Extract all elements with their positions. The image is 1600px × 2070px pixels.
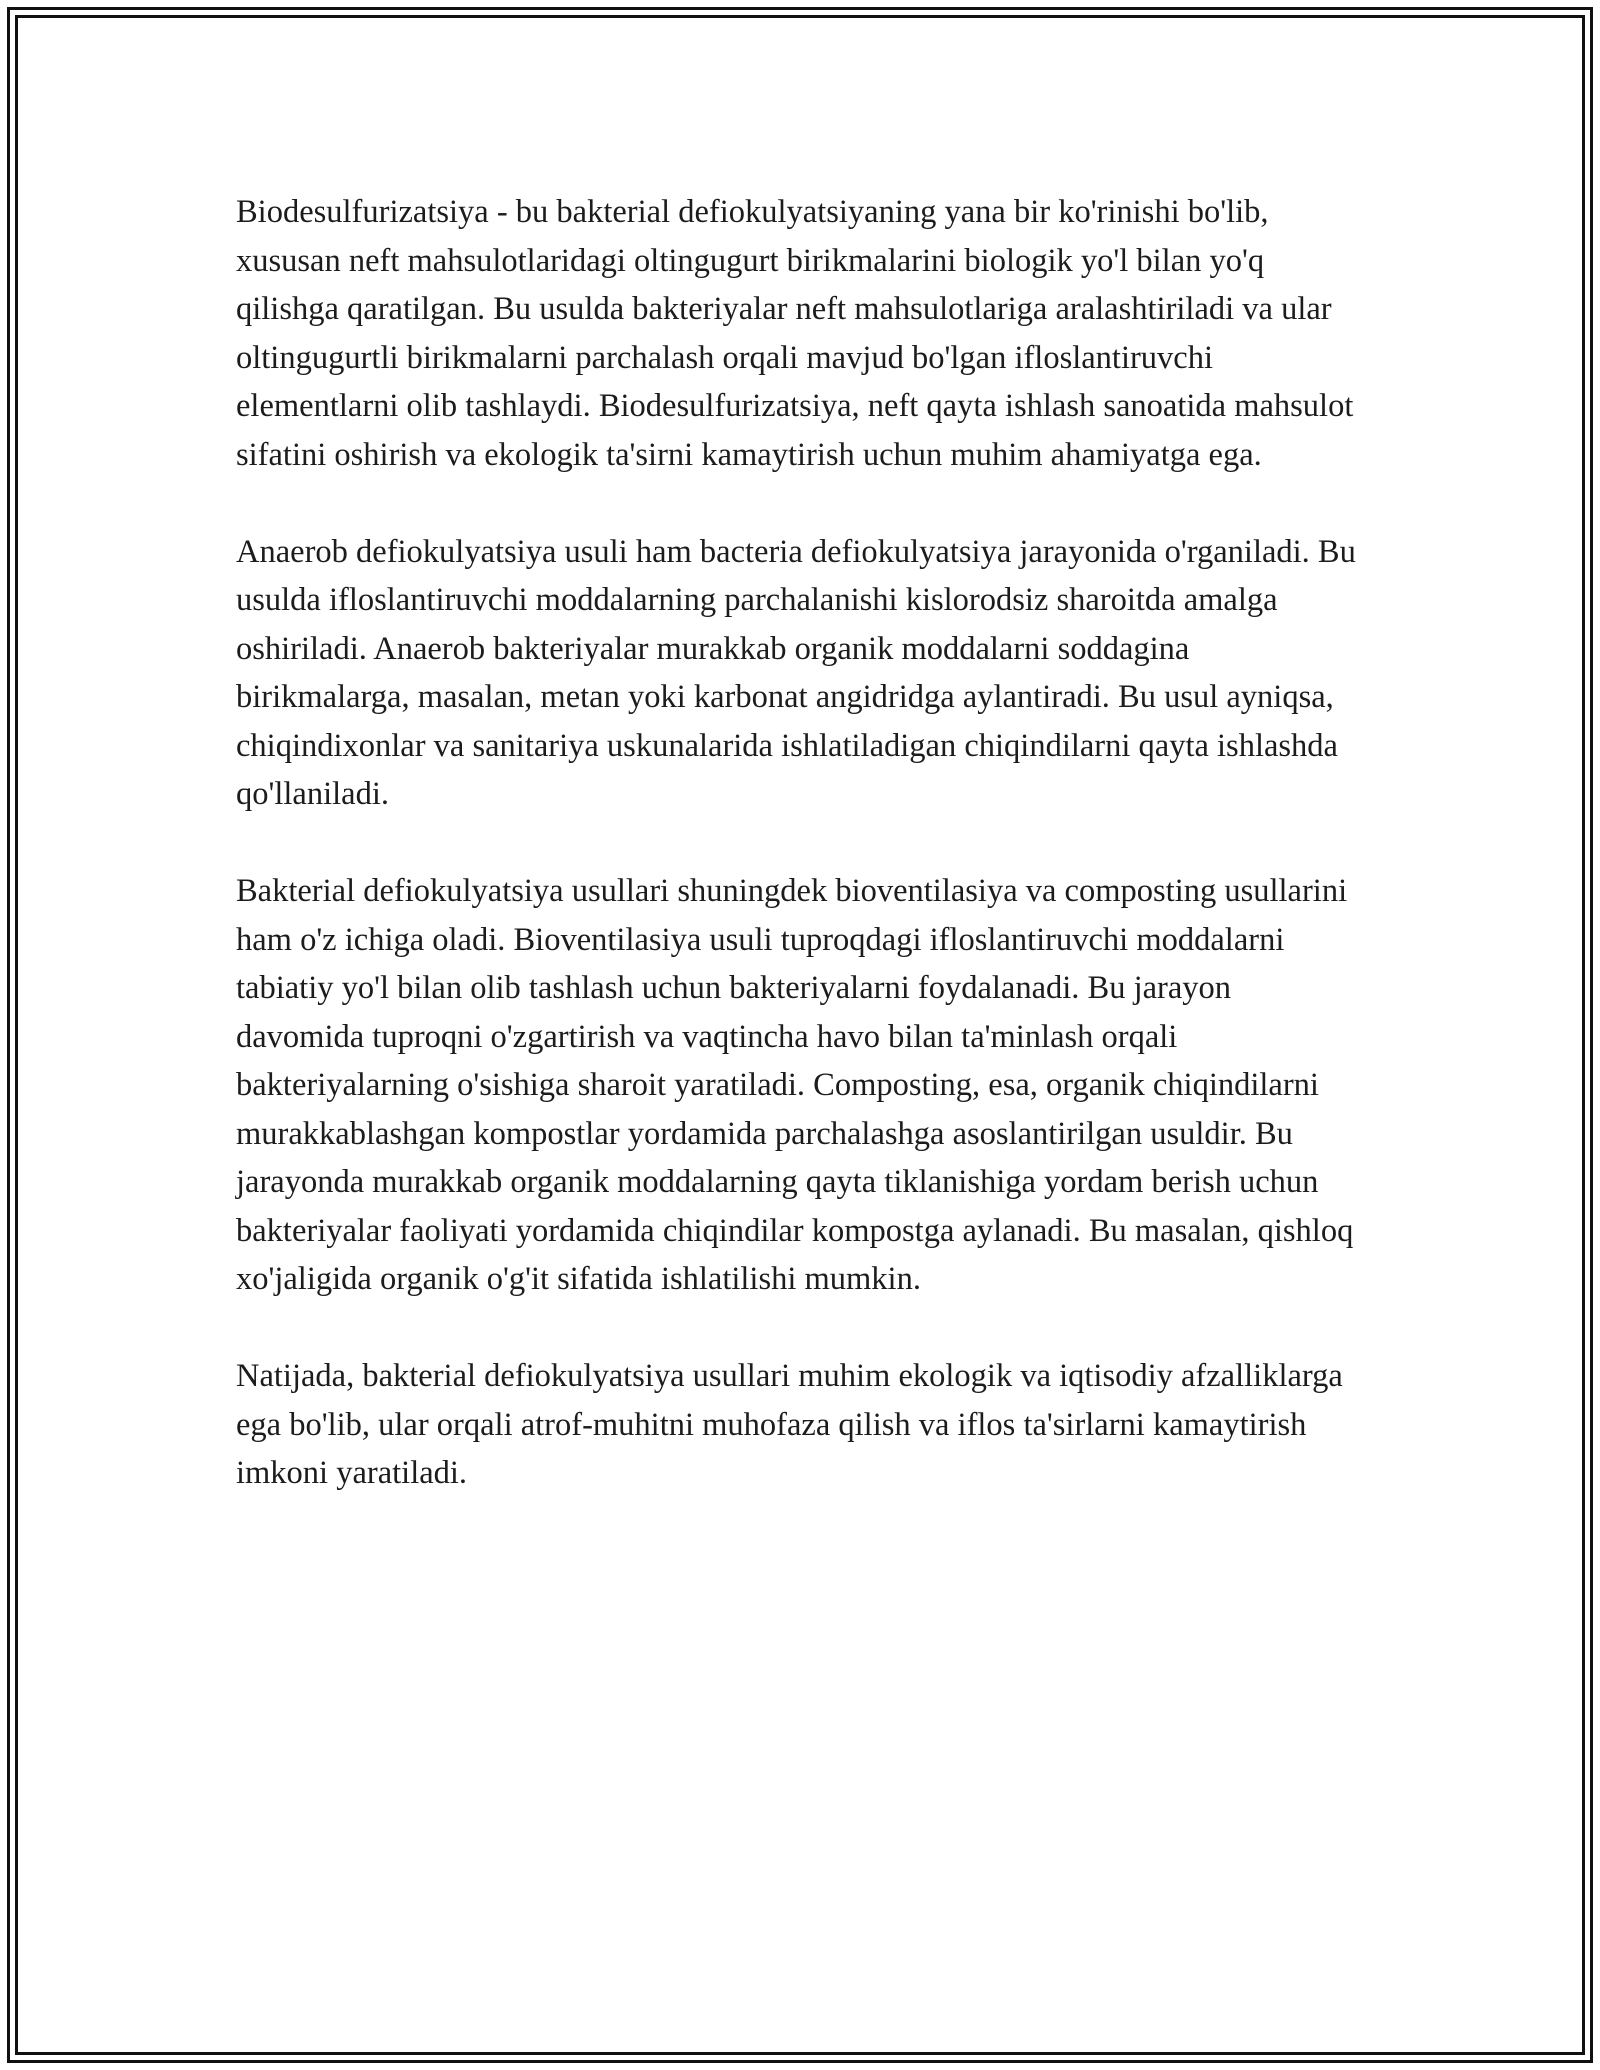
paragraph-bioventilation-composting: Bakterial defiokulyatsiya usullari shuningdek bioventilasiya va composting usullarini ham o'z ichiga oladi. Bioventilasiya usuli tuproqdagi ifloslantiruvchi moddalarni tabiatiy yo'l bilan olib tashlash uchun bakteriyalarni foydalanadi. Bu jarayon davomida tuproqni o'zgartirish va vaqtincha havo bilan ta'minlash orqali bakteriyalarning o'sishiga sharoit yaratiladi. Composting, esa, organik chiqindilarni murakkablashgan kompostlar yordamida parchalashga asoslantirilgan usuldir. Bu jarayonda murakkab organik moddalarning qayta tiklanishiga yordam berish uchun bakteriyalar faoliyati yordamida chiqindilar kompostga aylanadi. Bu masalan, qishloq xo'jaligida organik o'g'it sifatida ishlatilishi mumkin. [236,873,1354,1297]
paragraph-biodesulfurization: Biodesulfurizatsiya - bu bakterial defiokulyatsiyaning yana bir ko'rinishi bo'lib, xususan neft mahsulotlaridagi oltingugurt birikmalarini biologik yo'l bilan yo'q qilishga qaratilgan. Bu usulda bakteriyalar neft mahsulotlariga aralashtiriladi va ular oltingugurtli birikmalarni parchalash orqali mavjud bo'lgan ifloslantiruvchi elementlarni olib tashlaydi. Biodesulfurizatsiya, neft qayta ishlash sanoatida mahsulot sifatini oshirish va ekologik ta'sirni kamaytirish uchun muhim ahamiyatga ega. [236,194,1354,473]
document-body [236,188,1366,1546]
paragraph-conclusion: Natijada, bakterial defiokulyatsiya usullari muhim ekologik va iqtisodiy afzalliklarga ega bo'lib, ular orqali atrof-muhitni muhofaza qilish va iflos ta'sirlarni kamaytirish imkoni yaratiladi. [236,1358,1343,1491]
paragraph-anaerobic: Anaerob defiokulyatsiya usuli ham bacteria defiokulyatsiya jarayonida o'rganiladi. Bu usulda ifloslantiruvchi moddalarning parchalanishi kislorodsiz sharoitda amalga oshiriladi. Anaerob bakteriyalar murakkab organik moddalarni soddagina birikmalarga, masalan, metan yoki karbonat angidridga aylantiradi. Bu usul ayniqsa, chiqindixonlar va sanitariya uskunalarida ishlatiladigan chiqindilarni qayta ishlashda qo'llaniladi. [236,533,1356,812]
